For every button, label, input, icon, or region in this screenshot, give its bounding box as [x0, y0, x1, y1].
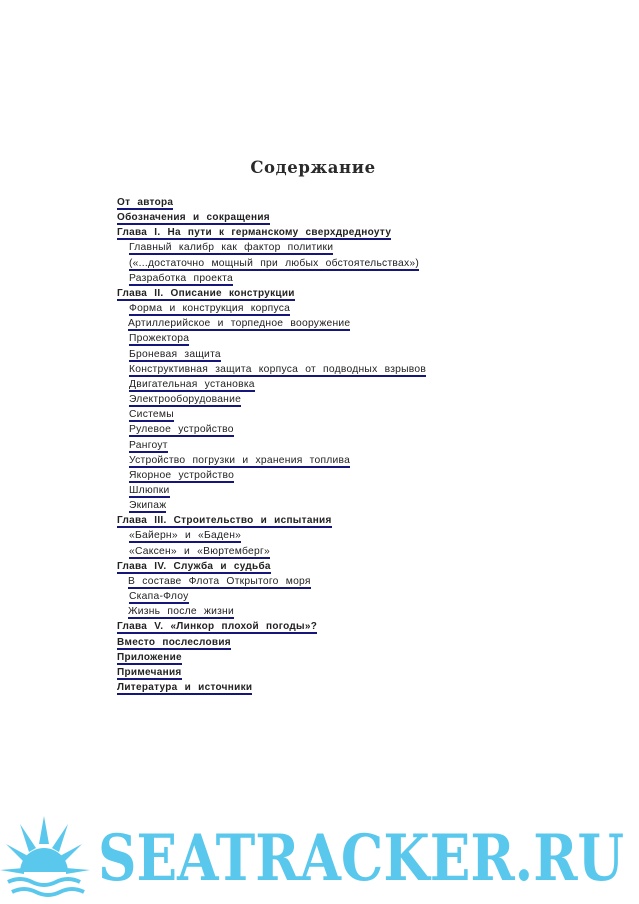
toc-section-item [117, 587, 426, 602]
toc-link[interactable]: Электрооборудование [129, 394, 242, 406]
toc-link[interactable]: Форма и конструкция корпуса [129, 303, 291, 315]
toc-link[interactable]: Обозначения и сокращения [117, 212, 270, 224]
toc-link[interactable]: Глава III. Строительство и испытания [117, 515, 332, 527]
toc-link[interactable]: Литература и источники [117, 682, 253, 693]
toc-link[interactable]: Артиллерийское и торпедное вооружение [128, 318, 351, 330]
toc-section-item [117, 405, 426, 420]
toc-section-item [117, 345, 426, 360]
toc-section-item [117, 481, 426, 496]
toc-section-item [117, 238, 426, 253]
toc-link[interactable]: «Байерн» и «Баден» [129, 530, 242, 542]
toc-link[interactable]: Глава I. На пути к германскому сверхдредноуту [117, 227, 392, 239]
toc-chapter-item [117, 648, 426, 663]
watermark [0, 808, 639, 904]
toc-section-item [117, 602, 426, 617]
toc-chapter-item [117, 284, 426, 299]
toc-section-item [117, 572, 426, 587]
toc-chapter-item [117, 208, 426, 223]
toc-section-item [117, 436, 426, 451]
toc-link[interactable]: Экипаж [129, 500, 167, 512]
toc-chapter-item [117, 223, 426, 238]
toc-link[interactable]: Примечания [117, 666, 182, 678]
toc-link[interactable]: В составе Флота Открытого моря [128, 575, 311, 587]
toc-link[interactable]: Глава IV. Служба и судьба [117, 560, 271, 572]
toc-chapter-item [117, 617, 426, 632]
toc-section-item [117, 420, 426, 435]
watermark-text: SEATRACKER.RU [98, 821, 624, 896]
toc-section-item [117, 542, 426, 557]
toc-link[interactable]: Приложение [117, 651, 182, 663]
toc-chapter-item [117, 663, 426, 678]
toc-link[interactable]: Системы [129, 409, 174, 421]
toc-link[interactable]: Главный калибр как фактор политики [129, 242, 334, 254]
toc-link[interactable]: Разработка проекта [129, 272, 233, 284]
toc-section-item [117, 375, 426, 390]
toc-section-item [117, 254, 426, 269]
toc-link[interactable]: Броневая защита [129, 348, 221, 360]
toc-link[interactable]: Шлюпки [129, 484, 170, 496]
toc-link[interactable]: «Саксен» и «Вюртемберг» [129, 545, 270, 557]
toc-link[interactable]: Жизнь после жизни [128, 606, 234, 618]
toc-link[interactable]: Рулевое устройство [129, 424, 234, 436]
toc-link[interactable]: Глава II. Описание конструкции [117, 287, 295, 299]
toc-section-item [117, 526, 426, 541]
toc-link[interactable]: Вместо послесловия [117, 636, 231, 648]
toc-section-item [117, 496, 426, 511]
toc-section-item [117, 466, 426, 481]
toc-section-item [117, 451, 426, 466]
toc-chapter-item [117, 511, 426, 526]
toc-link[interactable]: Якорное устройство [129, 469, 235, 481]
toc-chapter-item [117, 557, 426, 572]
toc-link[interactable]: Прожектора [129, 333, 190, 345]
toc-chapter-item [117, 633, 426, 648]
toc-section-item [117, 299, 426, 314]
toc-link[interactable]: Двигательная установка [129, 378, 255, 390]
toc-link[interactable]: Глава V. «Линкор плохой погоды»? [117, 621, 318, 633]
toc-section-item [117, 329, 426, 344]
toc-link[interactable]: Скапа-Флоу [129, 591, 189, 603]
toc-link[interactable]: Устройство погрузки и хранения топлива [129, 454, 351, 466]
sun-wave-icon [0, 816, 90, 895]
toc-link[interactable]: От автора [117, 197, 174, 208]
toc-link[interactable]: Конструктивная защита корпуса от подводных взрывов [129, 363, 427, 375]
page-title: Содержание [250, 158, 376, 177]
toc-chapter-item [117, 678, 426, 693]
toc-link[interactable]: Рангоут [129, 439, 168, 451]
toc-section-item [117, 269, 426, 284]
toc-link[interactable]: («...достаточно мощный при любых обстоятельствах») [129, 257, 420, 269]
toc-chapter-item [117, 193, 426, 208]
toc-section-item [117, 390, 426, 405]
table-of-contents [117, 193, 426, 693]
toc-section-item [117, 360, 426, 375]
toc-section-item [117, 314, 426, 329]
